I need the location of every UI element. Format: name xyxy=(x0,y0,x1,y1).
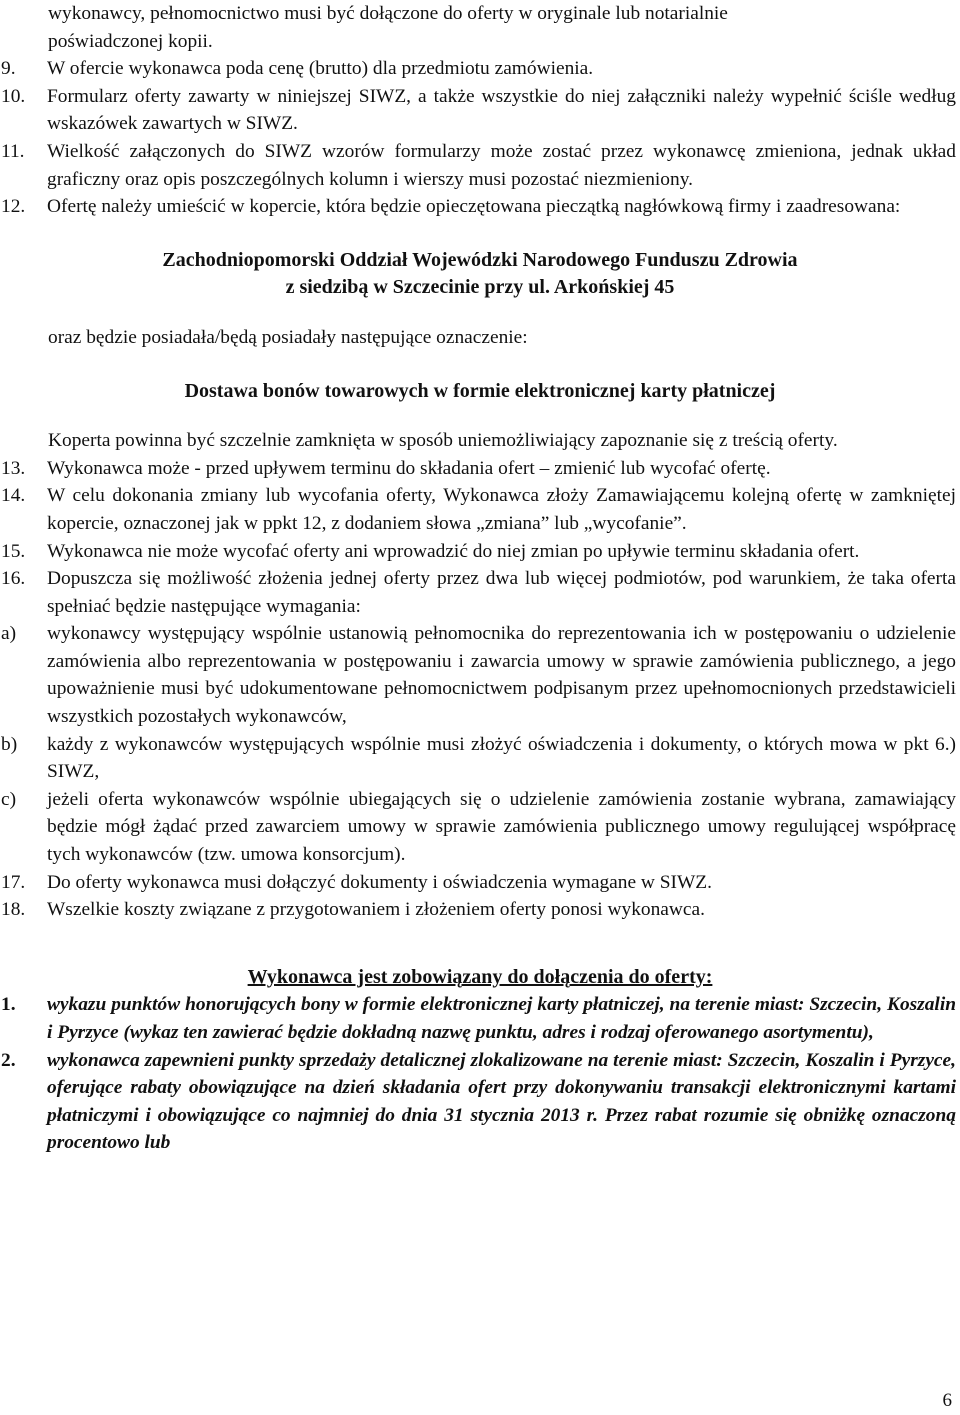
list-item-number: 9. xyxy=(1,58,16,80)
page-number: 6 xyxy=(942,1390,952,1411)
list-item xyxy=(0,482,960,537)
list-item-text: Ofertę należy umieścić w kopercie, która będzie opieczętowana pieczątką nagłówkową firmy i zaadresowana: xyxy=(47,196,901,218)
list-item-number: 17. xyxy=(1,871,26,893)
sub-list-item xyxy=(0,620,960,730)
list-item xyxy=(0,83,960,138)
envelope-note: Koperta powinna być szczelnie zamknięta w sposób uniemożliwiający zapoznanie się z treścią oferty. xyxy=(48,430,838,452)
list-item xyxy=(0,896,960,924)
list-item xyxy=(0,869,960,897)
list-item-text: Formularz oferty zawarty w niniejszej SIWZ, a także wszystkie do niej załączniki należy wypełnić ściśle według wskazówek zawartych w SIWZ. xyxy=(47,85,956,135)
list-item-number: 14. xyxy=(1,485,26,507)
list-item-number: 13. xyxy=(1,457,26,479)
list-item-text: Dopuszcza się możliwość złożenia jednej oferty przez dwa lub więcej podmiotów, pod warunkiem, że taka oferta spełniać będzie następujące wymagania: xyxy=(47,568,956,617)
list-item xyxy=(0,55,960,83)
address-line-1: Zachodniopomorski Oddział Wojewódzki Narodowego Funduszu Zdrowia xyxy=(162,248,798,271)
attachment-text: wykonawca zapewnieni punkty sprzedaży detalicznej zlokalizowane na terenie miast: Szczecin, Koszalin i Pyrzyce, oferujące rabaty obowiązujące na dzień składania ofert przy dokonywaniu transakcji elektronicznymi kartami płatniczymi i obowiązujące co najmniej do dnia 31 stycznia 2013 r. Przez rabat rozumie się obniżkę oznaczoną procentowo lub xyxy=(47,1049,956,1154)
list-item xyxy=(0,455,960,483)
list-item-text: W celu dokonania zmiany lub wycofania oferty, Wykonawca złoży Zamawiającemu kolejną ofertę w zamkniętej kopercie, oznaczonej jak w ppkt 12, z dodaniem słowa „zmiana” lub „wycofanie”. xyxy=(47,485,956,534)
sub-list-item-letter: c) xyxy=(1,788,17,810)
marking-subject: Dostawa bonów towarowych w formie elektronicznej karty płatniczej xyxy=(184,379,776,402)
list-item-text: Wielkość załączonych do SIWZ wzorów formularzy może zostać przez wykonawcę zmieniona, jednak układ graficzny oraz opis poszczególnych kolumn i wierszy musi pozostać niezmieniony. xyxy=(47,140,956,190)
intro-line-2: poświadczonej kopii. xyxy=(48,30,213,52)
attachment-item xyxy=(0,991,960,1046)
list-item-number: 16. xyxy=(1,568,26,590)
marking-intro: oraz będzie posiadała/będą posiadały następujące oznaczenie: xyxy=(48,326,528,348)
sub-list-item xyxy=(0,731,960,786)
intro-line-1: wykonawcy, pełnomocnictwo musi być dołączone do oferty w oryginale lub notarialnie xyxy=(48,3,728,24)
list-item-number: 11. xyxy=(1,140,25,162)
attachment-number: 2. xyxy=(1,1049,16,1071)
attachment-item xyxy=(0,1047,960,1157)
list-item-text: Wykonawca nie może wycofać oferty ani wprowadzić do niej zmian po upływie terminu składania ofert. xyxy=(47,540,860,562)
list-item-text: Wykonawca może - przed upływem terminu do składania ofert – zmienić lub wycofać ofertę. xyxy=(47,457,771,479)
address-line-2: z siedzibą w Szczecinie przy ul. Arkońskiej 45 xyxy=(285,276,675,299)
list-item xyxy=(0,565,960,620)
sub-list-item-letter: b) xyxy=(1,733,18,755)
list-item xyxy=(0,138,960,193)
list-item-text: Wszelkie koszty związane z przygotowaniem i złożeniem oferty ponosi wykonawca. xyxy=(47,899,705,921)
sub-list-item-letter: a) xyxy=(1,623,17,645)
list-item-text: W ofercie wykonawca poda cenę (brutto) dla przedmiotu zamówienia. xyxy=(47,58,594,80)
list-item-number: 10. xyxy=(1,85,26,107)
sub-list-item-text: każdy z wykonawców występujących wspólnie musi złożyć oświadczenia i dokumenty, o których mowa w pkt 6.) SIWZ, xyxy=(47,733,956,783)
list-item-text: Do oferty wykonawca musi dołączyć dokumenty i oświadczenia wymagane w SIWZ. xyxy=(47,871,713,893)
intro-continuation xyxy=(0,0,953,55)
list-item-number: 12. xyxy=(1,196,26,218)
list-item xyxy=(0,538,960,566)
attachment-number: 1. xyxy=(1,994,16,1016)
attachments-heading: Wykonawca jest zobowiązany do dołączenia do oferty: xyxy=(247,965,713,988)
sub-list-item-text: wykonawcy występujący wspólnie ustanowią pełnomocnika do reprezentowania ich w postępowaniu o udzielenie zamówienia albo reprezentowania w postępowaniu i zawarcia umowy w sprawie zamówienia publicznego, a jego upoważnienie musi być udokumentowane pełnomocnictwem podpisanym przez upełnomocnionych przedstawicieli wszystkich pozostałych wykonawców, xyxy=(47,623,956,728)
sub-list-item-text: jeżeli oferta wykonawców wspólnie ubiegających się o udzielenie zamówienia zostanie wybrana, zamawiający będzie mógł żądać przed zawarciem umowy w sprawie zamówienia publicznego umowy regulującej współpracę tych wykonawców (tzw. umowa konsorcjum). xyxy=(47,788,956,866)
list-item-number: 18. xyxy=(1,899,26,921)
list-item-number: 15. xyxy=(1,540,26,562)
list-item xyxy=(0,193,960,221)
attachment-text: wykazu punktów honorujących bony w formie elektronicznej karty płatniczej, na terenie miast: Szczecin, Koszalin i Pyrzyce (wykaz ten zawierać będzie dokładną nazwę punktu, adres i rodzaj oferowanego asortymentu), xyxy=(47,994,956,1043)
sub-list-item xyxy=(0,786,960,869)
